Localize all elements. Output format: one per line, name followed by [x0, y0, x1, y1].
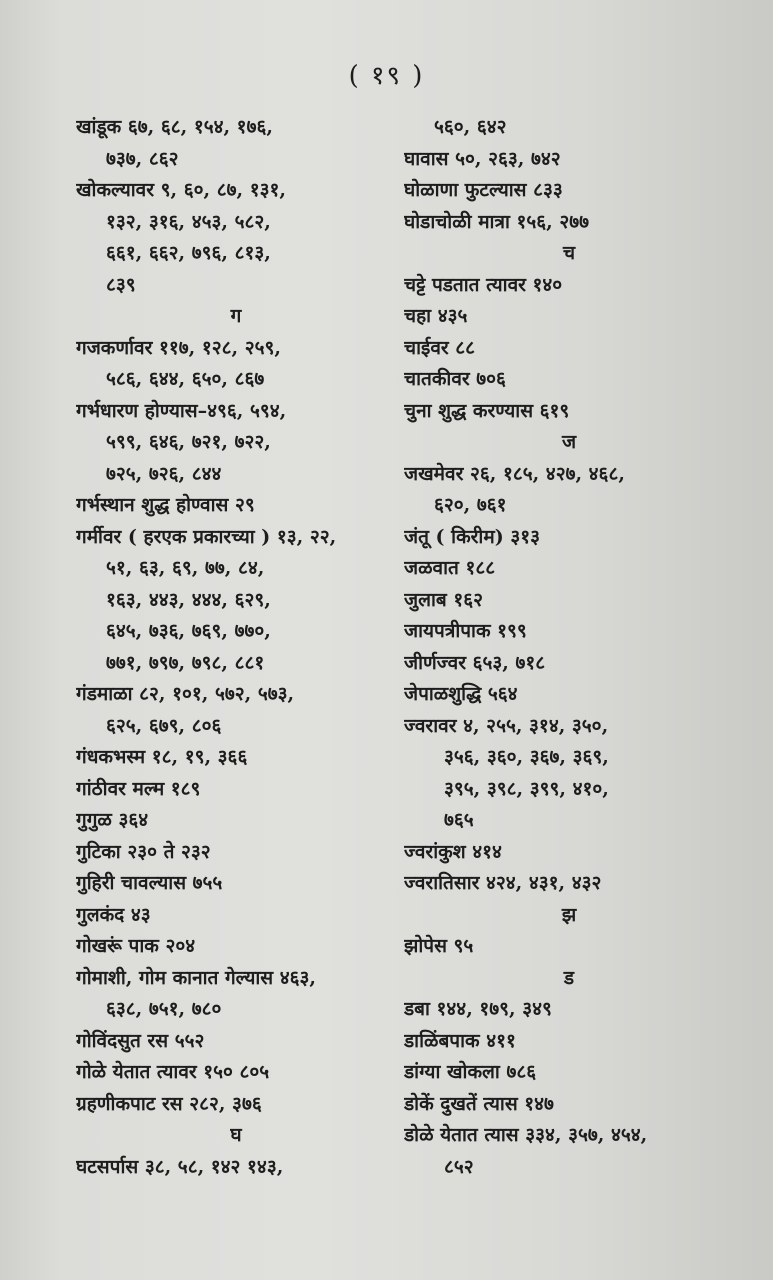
index-entry: जंतू ( किरीम) ३१३ [404, 525, 540, 548]
index-entry: चट्टे पडतात त्यावर १४० [404, 273, 563, 296]
index-entry: गुगुळ ३६४ [76, 809, 149, 831]
right-index-column [404, 112, 734, 1183]
index-entry: गंडमाळा ८२, १०१, ५७२, ५७३, [76, 683, 295, 705]
index-entry: गर्भस्थान शुद्ध होण्वास २९ [76, 494, 255, 516]
index-entry: गुहिरी चावल्यास ७५५ [76, 872, 223, 894]
index-entry-continuation: ५६०, ६४२ [434, 116, 507, 138]
index-entry-continuation: १३२, ३१६, ४५३, ५८२, [106, 210, 271, 233]
index-entry: डांग्या खोकला ७८६ [404, 1061, 537, 1083]
index-entry: गंधकभस्म १८, १९, ३६६ [76, 746, 248, 768]
index-entry: जखमेवर २६, १८५, ४२७, ४६८, [404, 462, 625, 485]
index-entry: गुटिका २३० ते २३२ [76, 840, 211, 863]
section-letter: झ [561, 903, 577, 926]
index-entry: खोकल्यावर ९, ६०, ८७, १३१, [76, 179, 286, 201]
index-entry: डाळिंबपाक ४११ [404, 1029, 516, 1052]
index-entry: चाईवर ८८ [404, 336, 476, 359]
index-entry: जेपाळशुद्धि ५६४ [404, 683, 518, 705]
index-entry-continuation: ६६१, ६६२, ७९६, ८१३, [106, 242, 271, 264]
index-entry: ज्वरावर ४, २५५, ३१४, ३५०, [404, 714, 609, 737]
index-entry: गर्मीवर ( हरएक प्रकारच्या ) १३, २२, [76, 525, 337, 548]
section-letter: ड [563, 966, 575, 989]
index-entry: गजकर्णावर ११७, १२८, २५९, [76, 336, 281, 359]
index-entry-continuation: ३५६, ३६०, ३६७, ३६९, [444, 746, 609, 768]
index-entry: गर्भधारण होण्यास–४९६, ५९४, [76, 399, 287, 422]
index-entry: घटसर्पास ३८, ५८, १४२ १४३, [76, 1155, 284, 1178]
index-entry-continuation: ५१, ६३, ६९, ७७, ८४, [106, 557, 265, 579]
index-entry: जुलाब १६२ [404, 588, 484, 611]
index-entry-continuation: ३९५, ३९८, ३९९, ४१०, [444, 777, 609, 800]
index-entry-continuation: ५८६, ६४४, ६५०, ८६७ [106, 368, 265, 390]
index-entry-continuation: ७७१, ७९७, ७९८, ८८१ [106, 651, 265, 674]
index-entry: घावास ५०, २६३, ७४२ [404, 147, 561, 170]
index-entry: ज्वरातिसार ४२४, ४३१, ४३२ [404, 872, 602, 894]
index-entry-continuation: ७३७, ८६२ [106, 147, 179, 170]
index-entry: डबा १४४, १७९, ३४९ [404, 998, 552, 1020]
section-letter: घ [230, 1124, 242, 1146]
index-entry: ज्वरांकुश ४१४ [404, 840, 502, 863]
index-entry: गोळे येतात त्यावर १५० ८०५ [76, 1061, 270, 1083]
index-entry: चहा ४३५ [404, 305, 468, 327]
index-entry: झोपेस ९५ [404, 935, 474, 957]
index-entry-continuation: ६२०, ७६१ [434, 494, 507, 516]
section-letter: ज [561, 431, 577, 453]
section-letter: ग [230, 305, 242, 327]
index-entry: डोळे येतात त्यास ३३४, ३५७, ४५४, [404, 1124, 648, 1146]
index-entry-continuation: ८३९ [106, 273, 136, 296]
index-entry: जायपत्रीपाक १९९ [404, 620, 527, 642]
index-entry-continuation: ६२५, ६७९, ८०६ [106, 714, 222, 737]
index-entry-continuation: ६३८, ७५१, ७८० [106, 998, 222, 1020]
left-index-column [76, 112, 396, 1183]
index-entry: जीर्णज्वर ६५३, ७१८ [404, 651, 546, 674]
section-letter: च [562, 242, 576, 264]
index-entry: चातकीवर ७०६ [404, 368, 506, 390]
index-entry: गांठीवर मल्म १८९ [76, 777, 201, 800]
index-entry: गुलकंद ४३ [76, 903, 151, 926]
index-entry-continuation: १६३, ४४३, ४४४, ६२९, [106, 588, 271, 611]
index-entry: खांडूक ६७, ६८, १५४, १७६, [76, 116, 273, 138]
index-entry: घोळाणा फुटल्यास ८३३ [404, 179, 563, 201]
index-entry: गोमाशी, गोम कानात गेल्यास ४६३, [76, 966, 317, 989]
index-entry-continuation: ७२५, ७२६, ८४४ [106, 462, 222, 485]
index-entry-continuation: ६४५, ७३६, ७६९, ७७०, [106, 620, 271, 642]
index-entry: गोखरूं पाक २०४ [76, 935, 196, 957]
index-entry: जळवात १८८ [404, 557, 496, 579]
index-entry-continuation: ७६५ [444, 809, 474, 831]
index-entry: घोडाचोळी मात्रा १५६, २७७ [404, 210, 590, 233]
index-entry: ग्रहणीकपाट रस २८२, ३७६ [76, 1092, 262, 1115]
index-entry-continuation: ८५२ [444, 1155, 474, 1178]
page-number: ( १९ ) [348, 61, 425, 91]
index-entry: गोविंदसुत रस ५५२ [76, 1029, 205, 1052]
index-entry: डोकें दुखतें त्यास १४७ [404, 1092, 554, 1115]
index-entry-continuation: ५९९, ६४६, ७२१, ७२२, [106, 431, 271, 453]
index-entry: चुना शुद्ध करण्यास ६१९ [404, 399, 570, 422]
